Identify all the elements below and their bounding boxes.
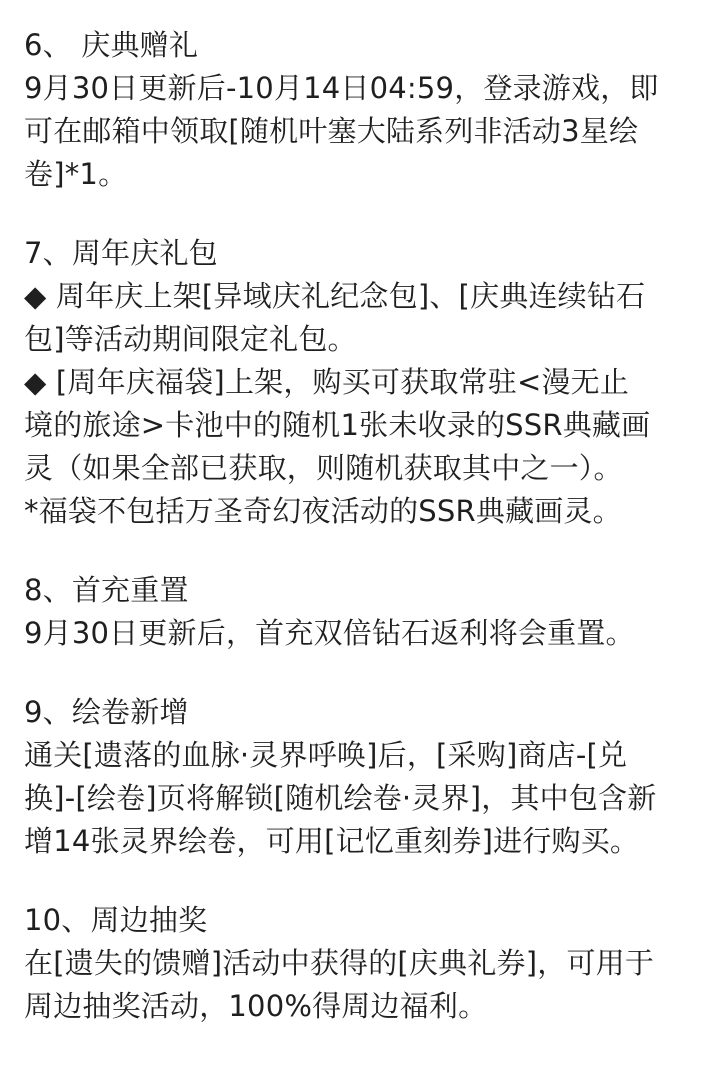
text-line: 包]等活动期间限定礼包。 [24,322,357,356]
text-line: 换]-[绘卷]页将解锁[随机绘卷·灵界]，其中包含新 [24,781,657,815]
text-line: ◆ 周年庆上架[异域庆礼纪念包]、[庆典连续钻石 [24,279,646,313]
text-line: 在[遗失的馈赠]活动中获得的[庆典礼券]，可用于 [24,946,655,980]
text-line: 9月30日更新后，首充双倍钻石返利将会重置。 [24,616,635,650]
text-line: 灵（如果全部已获取，则随机获取其中之一）。 [24,451,623,485]
section-celebration-gift [24,24,696,196]
section-title: 10、周边抽奖 [24,903,208,937]
text-line: ◆ [周年庆福袋]上架，购买可获取常驻<漫无止 [24,365,630,399]
section-title: 9、绘卷新增 [24,695,189,729]
section-title: 6、 庆典赠礼 [24,28,199,62]
section-title: 8、首充重置 [24,573,189,607]
text-line: 通关[遗落的血脉·灵界呼唤]后，[采购]商店-[兑 [24,738,628,772]
announcement-document [24,24,696,1028]
text-line: 增14张灵界绘卷，可用[记忆重刻券]进行购买。 [24,824,640,858]
section-merch-lottery [24,899,696,1028]
text-line: *福袋不包括万圣奇幻夜活动的SSR典藏画灵。 [24,494,622,528]
section-anniversary-pack [24,232,696,533]
text-line: 9月30日更新后-10月14日04:59，登录游戏，即 [24,71,659,105]
section-first-recharge-reset [24,569,696,655]
text-line: 可在邮箱中领取[随机叶塞大陆系列非活动3星绘 [24,114,639,148]
text-line: 境的旅途>卡池中的随机1张未收录的SSR典藏画 [24,408,651,442]
section-new-scrolls [24,691,696,863]
text-line: 周边抽奖活动，100%得周边福利。 [24,989,488,1023]
text-line: 卷]*1。 [24,157,128,191]
section-title: 7、周年庆礼包 [24,236,218,270]
